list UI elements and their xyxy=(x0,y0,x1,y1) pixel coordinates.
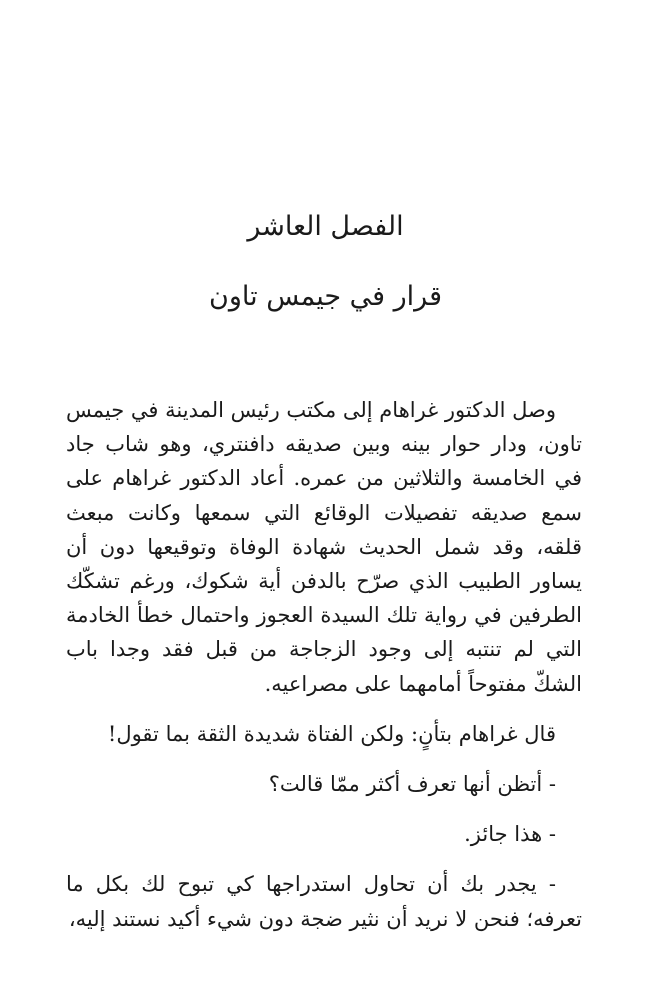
paragraph-dialogue-question: - أتظن أنها تعرف أكثر ممّا قالت؟ xyxy=(268,772,556,797)
chapter-body xyxy=(66,393,582,936)
chapter-subtitle: قرار في جيمس تاون xyxy=(209,281,442,312)
paragraph-dialogue-graham: قال غراهام بتأنٍ: ولكن الفتاة شديدة الثقة بما تقول! xyxy=(107,721,556,746)
paragraph-narration: وصل الدكتور غراهام إلى مكتب رئيس المدينة في جيمس تاون، ودار حوار بينه وبين صديقه دافنتري، وهو شاب جاد في الخامسة والثلاثين من عمره. أعاد الدكتور غراهام على سمع صديقه تفصيلات الوقائع التي سمعها وكانت مبعث قلقه، وقد شمل الحديث شهادة الوفاة وتوقيعها دون أن يساور الطبيب الذي صرّح بالدفن أية شكوك، ورغم تشكّك الطرفين في رواية تلك السيدة العجوز واحتمال خطأ الخادمة التي لم تنتبه إلى وجود الزجاجة من قبل فقد وجدا باب الشكّ مفتوحاً أمامهما على مصراعيه. xyxy=(66,398,582,696)
paragraph-dialogue-answer: - هذا جائز. xyxy=(464,822,556,847)
chapter-title: الفصل العاشر xyxy=(247,211,404,242)
paragraph-dialogue-advice: - يجدر بك أن تحاول استدراجها كي تبوح لك بكل ما تعرفه؛ فنحن لا نريد أن نثير ضجة دون شيء أكيد نستند إليه، xyxy=(66,872,582,931)
